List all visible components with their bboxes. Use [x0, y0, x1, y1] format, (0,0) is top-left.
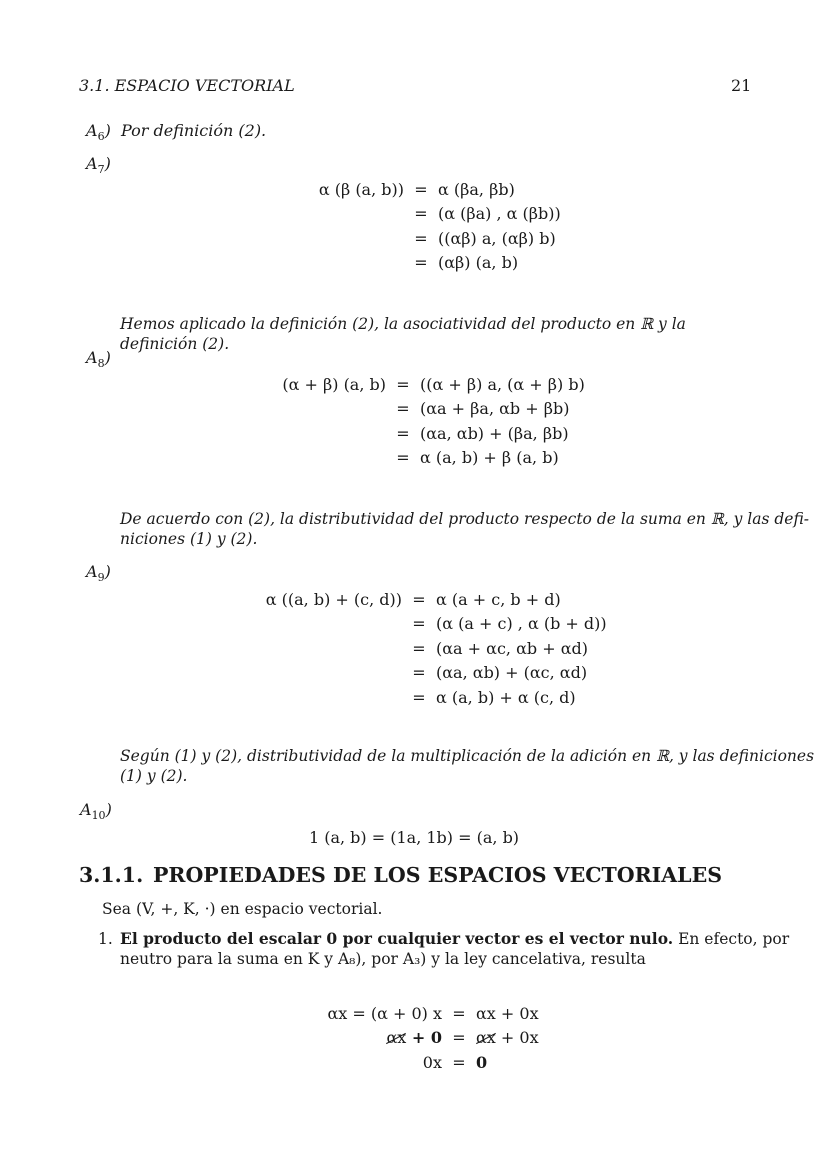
a8-comment-line-2: niciones (1) y (2). — [120, 530, 258, 548]
equation-row: = (αa, αb) + (βa, βb) — [396, 423, 569, 443]
a7-comment: Hemos aplicado la definición (2), la asociatividad del producto en ℝ y la definición (2). — [120, 315, 686, 353]
list-marker-1: 1. — [98, 930, 113, 948]
a8-comment-line-1: De acuerdo con (2), la distributividad del producto respecto de la suma en ℝ, y las defi- — [120, 510, 810, 528]
equation-row: = (α (a + c) , α (b + d)) — [412, 614, 607, 634]
page-number: 21 — [731, 76, 752, 95]
a6-text: Por definición (2). — [121, 121, 267, 140]
a10-equation: 1 (a, b) = (1a, 1b) = (a, b) — [308, 828, 520, 847]
equation-row: = ((αβ) a, (αβ) b) — [414, 228, 556, 248]
section-intro: Sea (V, +, K, ·) en espacio vectorial. — [102, 900, 383, 918]
a7-equation-array — [212, 177, 561, 275]
item1-line-1: El producto del escalar 0 por cualquier vector es el vector nulo. En efecto, por — [120, 929, 790, 948]
item-label-a8: $A_8$) — [86, 348, 111, 371]
a8-equation-array — [252, 372, 585, 470]
item1-bold-statement: El producto del escalar 0 por cualquier vector es el vector nulo. — [120, 929, 674, 948]
running-header-section: 3.1. ESPACIO VECTORIAL — [79, 76, 295, 95]
a9-equation-array — [232, 587, 607, 710]
item-label-a6: $A_6$) — [86, 121, 111, 144]
a9-comment-line-1: Según (1) y (2), distributividad de la multiplicación de la adición en ℝ, y las definiciones — [120, 747, 815, 765]
equation-row: = (αβ) (a, b) — [414, 253, 519, 273]
equation-row: (α + β) (a, b) = ((α + β) a, (α + β) b) — [282, 374, 585, 394]
equation-row: = α (a, b) + β (a, b) — [396, 448, 559, 468]
equation-row: = (αa + αc, αb + αd) — [412, 638, 589, 658]
section-title: PROPIEDADES DE LOS ESPACIOS VECTORIALES — [153, 863, 723, 887]
equation-row: αx = (α + 0) x = αx + 0x — [327, 1003, 539, 1023]
section-heading — [79, 863, 722, 887]
equation-row: 0x = 0 — [422, 1052, 488, 1072]
item-label-a9: $A_9$) — [86, 562, 111, 585]
section-number: 3.1.1. — [79, 863, 144, 887]
equation-row: = α (a, b) + α (c, d) — [412, 687, 576, 707]
a9-comment-line-2: (1) y (2). — [120, 767, 188, 785]
equation-row: α (β (a, b)) = α (βa, βb) — [318, 179, 515, 199]
cancelled-term: αx — [386, 1028, 407, 1048]
item1-line-2: neutro para la suma en K y A₈), por A₃) y la ley cancelativa, resulta — [120, 950, 646, 968]
item-label-a10: $A_{10}$) — [80, 800, 112, 823]
equation-row: = (αa, αb) + (αc, αd) — [412, 663, 588, 683]
equation-row: α ((a, b) + (c, d)) = α (a + c, b + d) — [265, 589, 561, 609]
item-label-a7: $A_7$) — [86, 154, 111, 177]
cancelled-term: αx — [476, 1028, 496, 1048]
item1-equation-array — [312, 1001, 539, 1075]
equation-row: αx + 0 = αx + 0x — [386, 1028, 539, 1048]
equation-row: = (α (βa) , α (βb)) — [414, 204, 561, 224]
equation-row: = (αa + βa, αb + βb) — [396, 399, 570, 419]
